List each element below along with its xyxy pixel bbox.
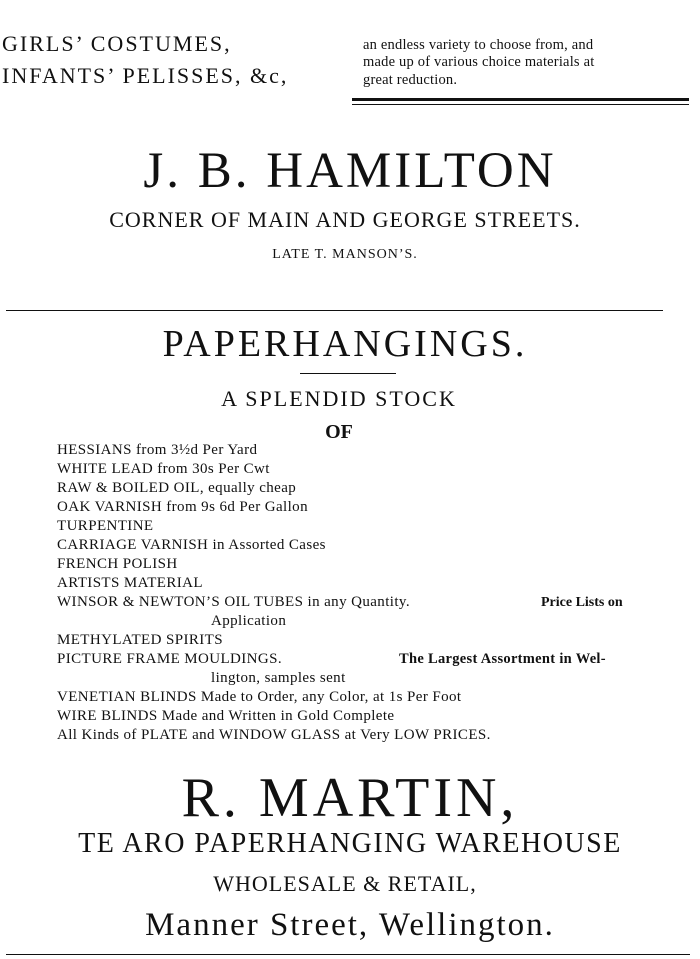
short-rule	[300, 373, 396, 374]
stock-item: METHYLATED SPIRITS	[57, 632, 223, 648]
stock-item: TURPENTINE	[57, 518, 154, 534]
costumes-heading: GIRLS’ COSTUMES,	[2, 31, 232, 56]
divider-rule	[352, 98, 689, 101]
costume-description-line-1: an endless variety to choose from, and	[363, 37, 594, 53]
stock-item: VENETIAN BLINDS Made to Order, any Color, at 1s Per Foot	[57, 689, 462, 705]
largest-assortment-note: The Largest Assortment in Wel-	[399, 651, 606, 667]
martin-name: R. MARTIN,	[181, 767, 519, 829]
bottom-rule	[6, 954, 690, 955]
costume-description-line-3: great reduction.	[363, 72, 458, 88]
pelisses-heading: INFANTS’ PELISSES, &c,	[2, 63, 289, 88]
hamilton-late: LATE T. MANSON’S.	[272, 247, 418, 262]
stock-item-continuation: Application	[211, 613, 287, 629]
stock-item: OAK VARNISH from 9s 6d Per Gallon	[57, 499, 308, 515]
costume-description-line-2: made up of various choice materials at	[363, 54, 595, 70]
paperhangings-title: PAPERHANGINGS.	[162, 323, 528, 365]
martin-address: Manner Street, Wellington.	[145, 907, 555, 943]
divider-rule	[6, 310, 663, 311]
of-heading: OF	[325, 421, 353, 443]
stock-item: PICTURE FRAME MOULDINGS.	[57, 651, 283, 667]
stock-item: WINSOR & NEWTON’S OIL TUBES in any Quantity.	[57, 594, 410, 610]
splendid-stock-heading: A SPLENDID STOCK	[221, 386, 457, 411]
stock-item: WHITE LEAD from 30s Per Cwt	[57, 461, 270, 477]
martin-trade: WHOLESALE & RETAIL,	[213, 871, 477, 896]
martin-business: TE ARO PAPERHANGING WAREHOUSE	[78, 828, 622, 859]
stock-item: ARTISTS MATERIAL	[57, 575, 203, 591]
hamilton-name: J. B. HAMILTON	[143, 143, 557, 199]
price-lists-note: Price Lists on	[541, 595, 623, 610]
stock-item: RAW & BOILED OIL, equally cheap	[57, 480, 297, 496]
stock-item: CARRIAGE VARNISH in Assorted Cases	[57, 537, 326, 553]
stock-item: FRENCH POLISH	[57, 556, 178, 572]
divider-rule	[352, 104, 689, 105]
stock-item: HESSIANS from 3½d Per Yard	[57, 442, 258, 458]
stock-item-continuation: lington, samples sent	[211, 670, 346, 686]
stock-item: All Kinds of PLATE and WINDOW GLASS at Very LOW PRICES.	[57, 727, 491, 743]
stock-item: WIRE BLINDS Made and Written in Gold Complete	[57, 708, 395, 724]
hamilton-address: CORNER OF MAIN AND GEORGE STREETS.	[109, 207, 581, 232]
